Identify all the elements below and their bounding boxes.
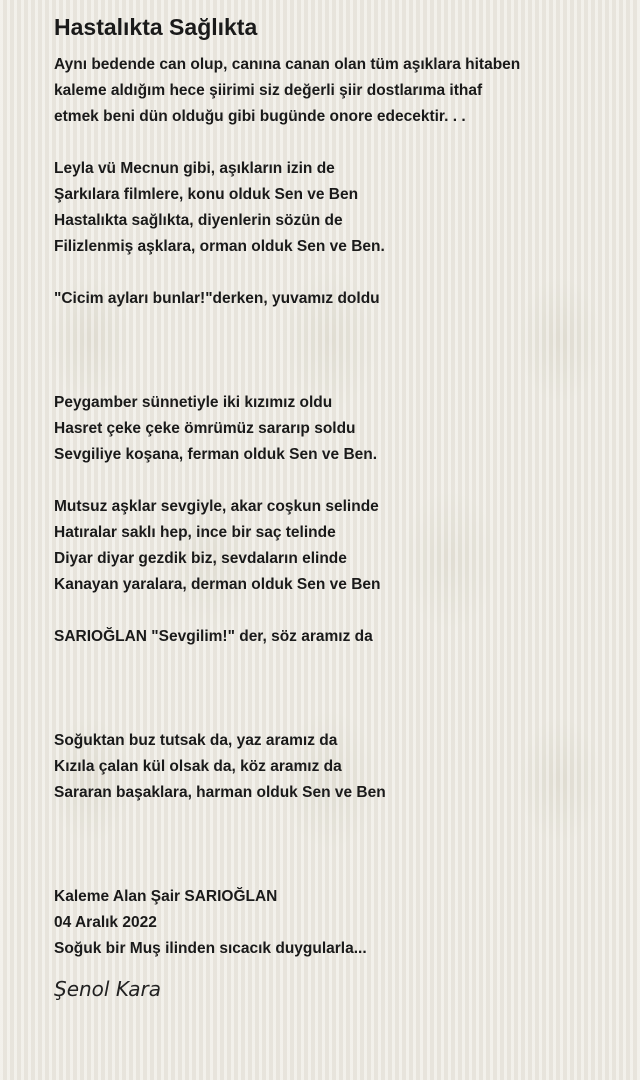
verse-line: Kızıla çalan kül olsak da, köz aramız da [54,758,342,775]
poem-page [54,12,614,1002]
intro-line: etmek beni dün olduğu gibi bugünde onore edecektir. . . [54,108,466,125]
verse-line: Filizlenmiş aşklara, orman olduk Sen ve Ben. [54,238,385,255]
author-line: Kaleme Alan Şair SARIOĞLAN [54,888,278,905]
poem-title: Hastalıkta Sağlıkta [54,14,258,40]
verse-line: Soğuktan buz tutsak da, yaz aramız da [54,732,338,749]
verse-line: Şarkılara filmlere, konu olduk Sen ve Ben [54,186,359,203]
stanza-3 [54,494,614,598]
intro-line: kaleme aldığım hece şiirimi siz değerli şiir dostlarıma ithaf [54,82,483,99]
verse-line: Sevgiliye koşana, ferman olduk Sen ve Ben. [54,446,378,463]
verse-line: Leyla vü Mecnun gibi, aşıkların izin de [54,160,335,177]
poem-intro [54,52,614,130]
verse-line: Mutsuz aşklar sevgiyle, akar coşkun selinde [54,498,379,515]
verse-line: "Cicim ayları bunlar!"derken, yuvamız doldu [54,290,380,307]
verse-line: SARIOĞLAN "Sevgilim!" der, söz aramız da [54,628,373,645]
verse-line: Hastalıkta sağlıkta, diyenlerin sözün de [54,212,343,229]
stanza-4 [54,624,614,806]
verse-line: Hatıralar saklı hep, ince bir saç telinde [54,524,336,541]
date-line: 04 Aralık 2022 [54,914,157,931]
location-line: Soğuk bir Muş ilinden sıcacık duygularla... [54,940,367,957]
poem-footer [54,884,614,962]
stanza-1 [54,156,614,260]
intro-line: Aynı bedende can olup, canına canan olan tüm aşıklara hitaben [54,56,521,73]
verse-line: Sararan başaklara, harman olduk Sen ve Ben [54,784,386,801]
verse-line: Peygamber sünnetiyle iki kızımız oldu [54,394,333,411]
verse-line: Diyar diyar gezdik biz, sevdaların elinde [54,550,347,567]
verse-line: Kanayan yaralara, derman olduk Sen ve Ben [54,576,381,593]
author-signature: Şenol Kara [54,977,161,1001]
stanza-2 [54,286,614,468]
verse-line: Hasret çeke çeke ömrümüz sararıp soldu [54,420,356,437]
